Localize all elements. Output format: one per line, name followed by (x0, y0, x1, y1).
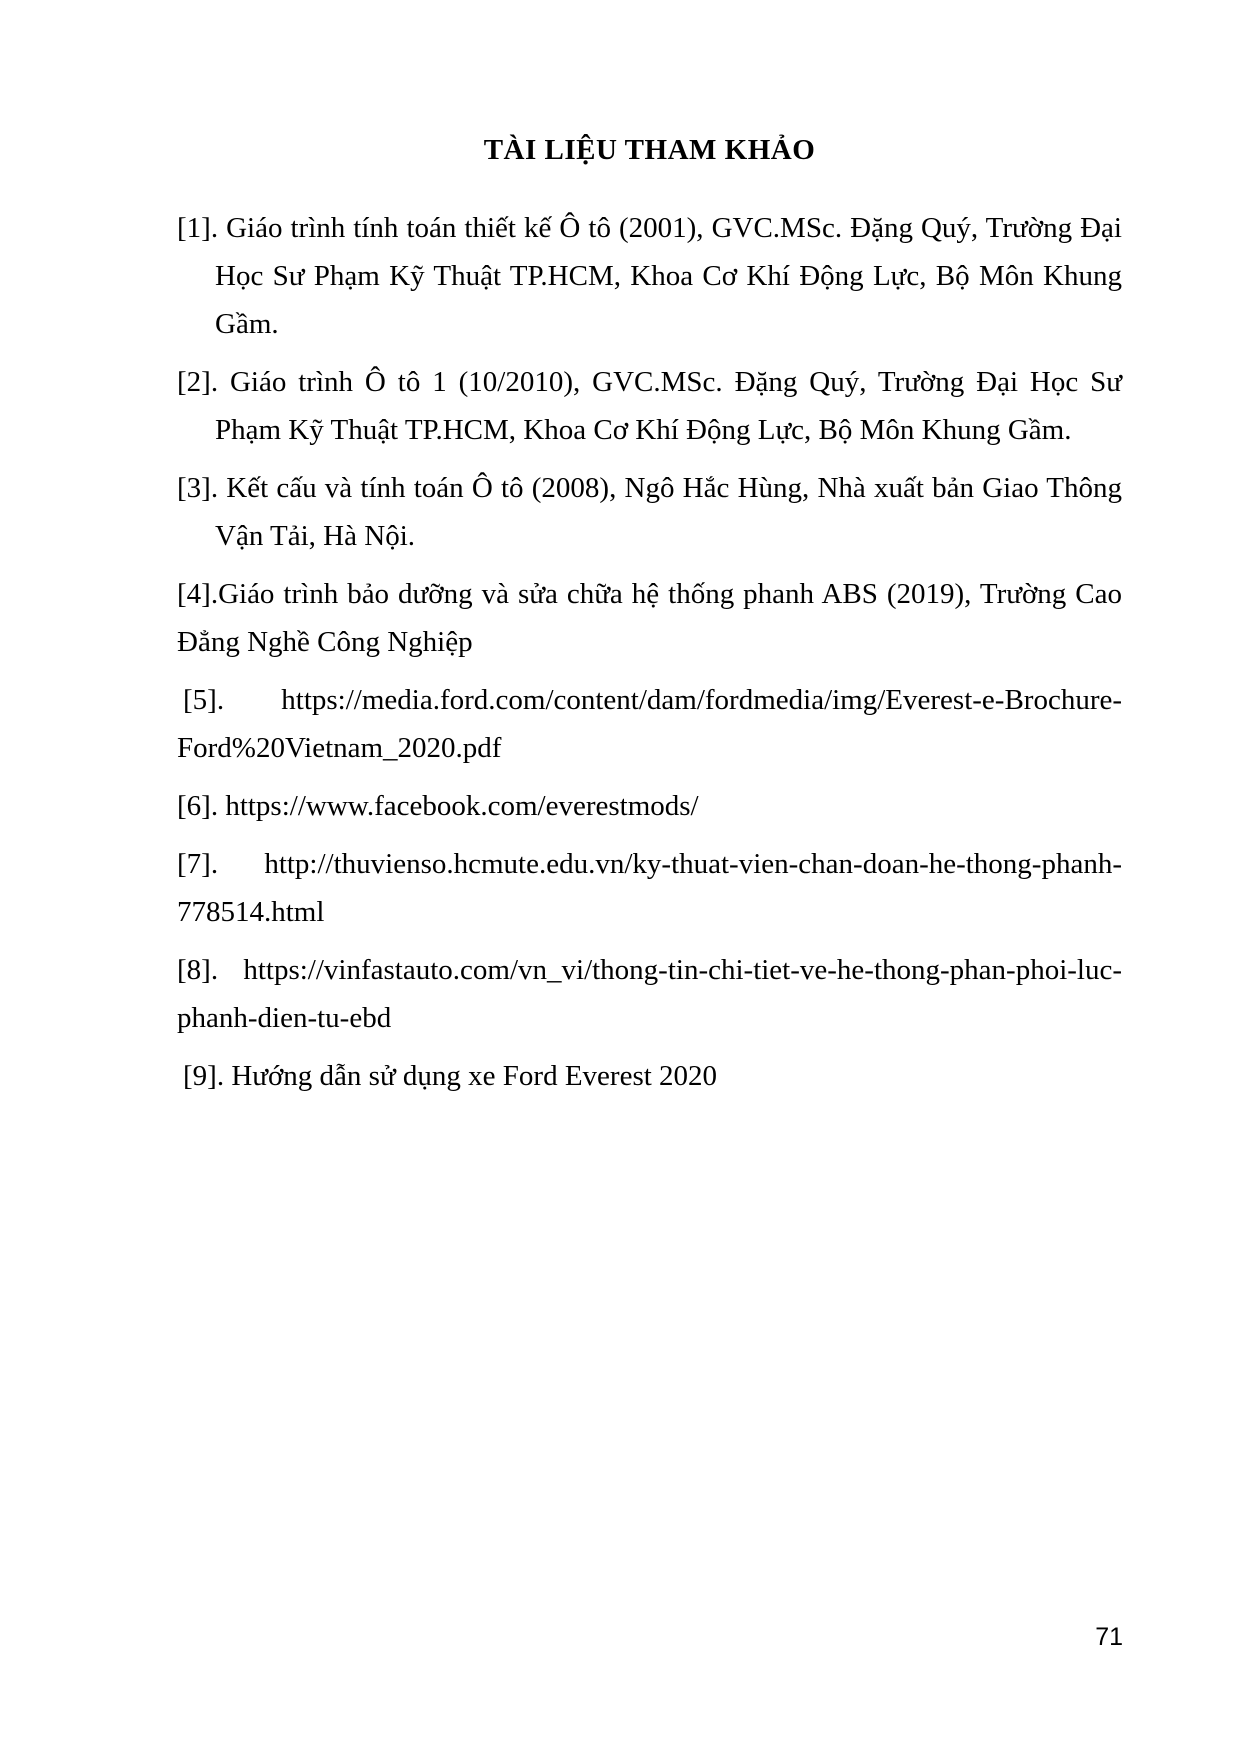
reference-item-9: [9]. Hướng dẫn sử dụng xe Ford Everest 2020 (183, 1060, 718, 1092)
reference-item-2: [2]. Giáo trình Ô tô 1 (10/2010), GVC.MSc. Đặng Quý, Trường Đại Học Sư Phạm Kỹ Thuật TP.HCM, Khoa Cơ Khí Động Lực, Bộ Môn Khung Gầm. (177, 366, 1122, 446)
reference-item-7: [7]. http://thuvienso.hcmute.edu.vn/ky-thuat-vien-chan-doan-he-thong-phanh-778514.html (177, 848, 1122, 928)
page-title: TÀI LIỆU THAM KHẢO (483, 134, 816, 166)
reference-item-5: [5]. https://media.ford.com/content/dam/fordmedia/img/Everest-e-Brochure-Ford%20Vietnam_2020.pdf (177, 684, 1122, 764)
reference-item-3: [3]. Kết cấu và tính toán Ô tô (2008), Ngô Hắc Hùng, Nhà xuất bản Giao Thông Vận Tải, Hà Nội. (177, 472, 1122, 552)
reference-item-1: [1]. Giáo trình tính toán thiết kế Ô tô (2001), GVC.MSc. Đặng Quý, Trường Đại Học Sư Phạm Kỹ Thuật TP.HCM, Khoa Cơ Khí Động Lực, Bộ Môn Khung Gầm. (177, 212, 1122, 340)
page-number: 71 (1095, 1623, 1123, 1651)
reference-item-6: [6]. https://www.facebook.com/everestmods/ (177, 790, 699, 822)
reference-item-8: [8]. https://vinfastauto.com/vn_vi/thong-tin-chi-tiet-ve-he-thong-phan-phoi-luc-phanh-dien-tu-ebd (177, 954, 1122, 1034)
reference-item-4: [4].Giáo trình bảo dưỡng và sửa chữa hệ thống phanh ABS (2019), Trường Cao Đẳng Nghề Công Nghiệp (177, 578, 1122, 658)
